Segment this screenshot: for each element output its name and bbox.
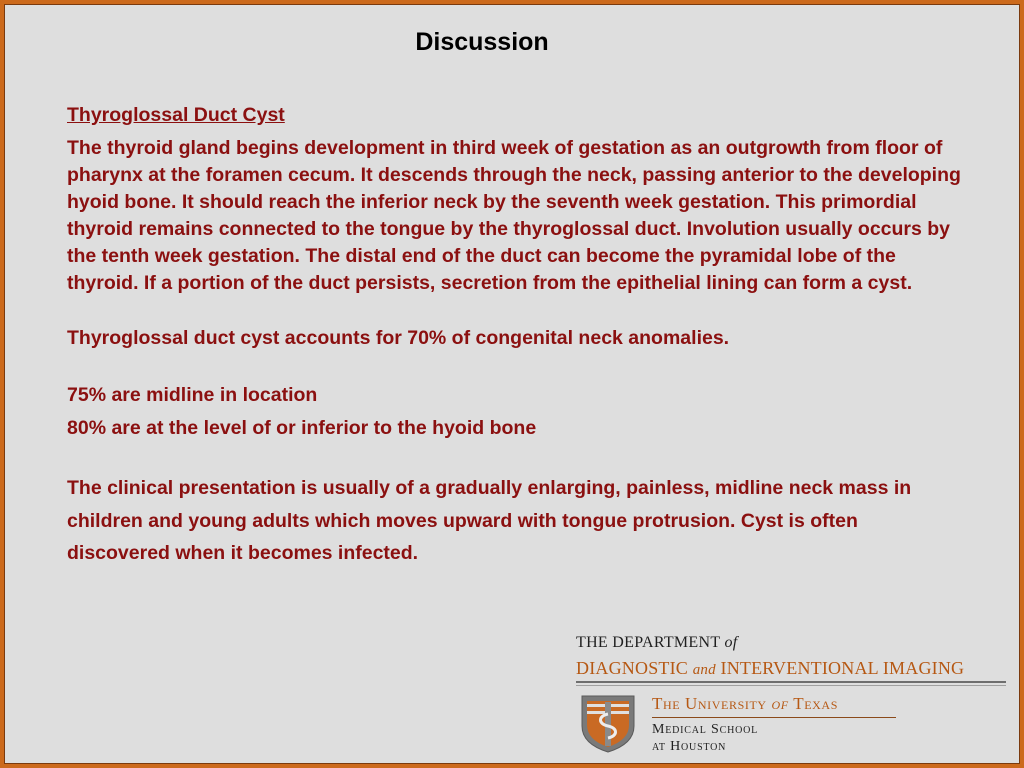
midline-stat: 75% are midline in location	[67, 384, 318, 406]
section-heading: Thyroglossal Duct Cyst	[67, 104, 285, 126]
department-name: DIAGNOSTIC and INTERVENTIONAL IMAGING	[576, 658, 965, 678]
slide-title: Discussion	[415, 28, 549, 56]
university-name: The University of Texas	[652, 694, 838, 713]
development-paragraph: The thyroid gland begins development in third week of gestation as an outgrowth from floor of pharynx at the foramen cecum. It descends through the neck, passing anterior to the developing hyoid bone. It should reach the inferior neck by the seventh week gestation. This primordial thyroid remains connected to the tongue by the thyroglossal duct. Involution usually occurs by the tenth week gestation. The distal end of the duct can become the pyramidal lobe of the thyroid. If a portion of the duct persists, secretion from the epithelial lining can form a cyst.	[67, 137, 961, 294]
prevalence-paragraph: Thyroglossal duct cyst accounts for 70% of congenital neck anomalies.	[67, 327, 730, 349]
hyoid-level-stat: 80% are at the level of or inferior to the hyoid bone	[67, 417, 537, 439]
medical-school-label: Medical School	[652, 722, 759, 737]
university-underline	[652, 717, 896, 718]
clinical-presentation-paragraph: The clinical presentation is usually of a gradually enlarging, painless, midline neck mass in children and young adults which moves upward with tongue protrusion. Cyst is often discovered when it becomes infected.	[67, 477, 912, 564]
department-line: THE DEPARTMENT of	[576, 634, 738, 651]
logo-divider	[576, 681, 1006, 683]
logo-divider-thin	[576, 685, 1006, 686]
institution-logo	[576, 634, 1008, 756]
ut-seal-icon	[578, 692, 638, 754]
houston-label: at Houston	[652, 739, 727, 754]
slide-body	[67, 102, 972, 570]
